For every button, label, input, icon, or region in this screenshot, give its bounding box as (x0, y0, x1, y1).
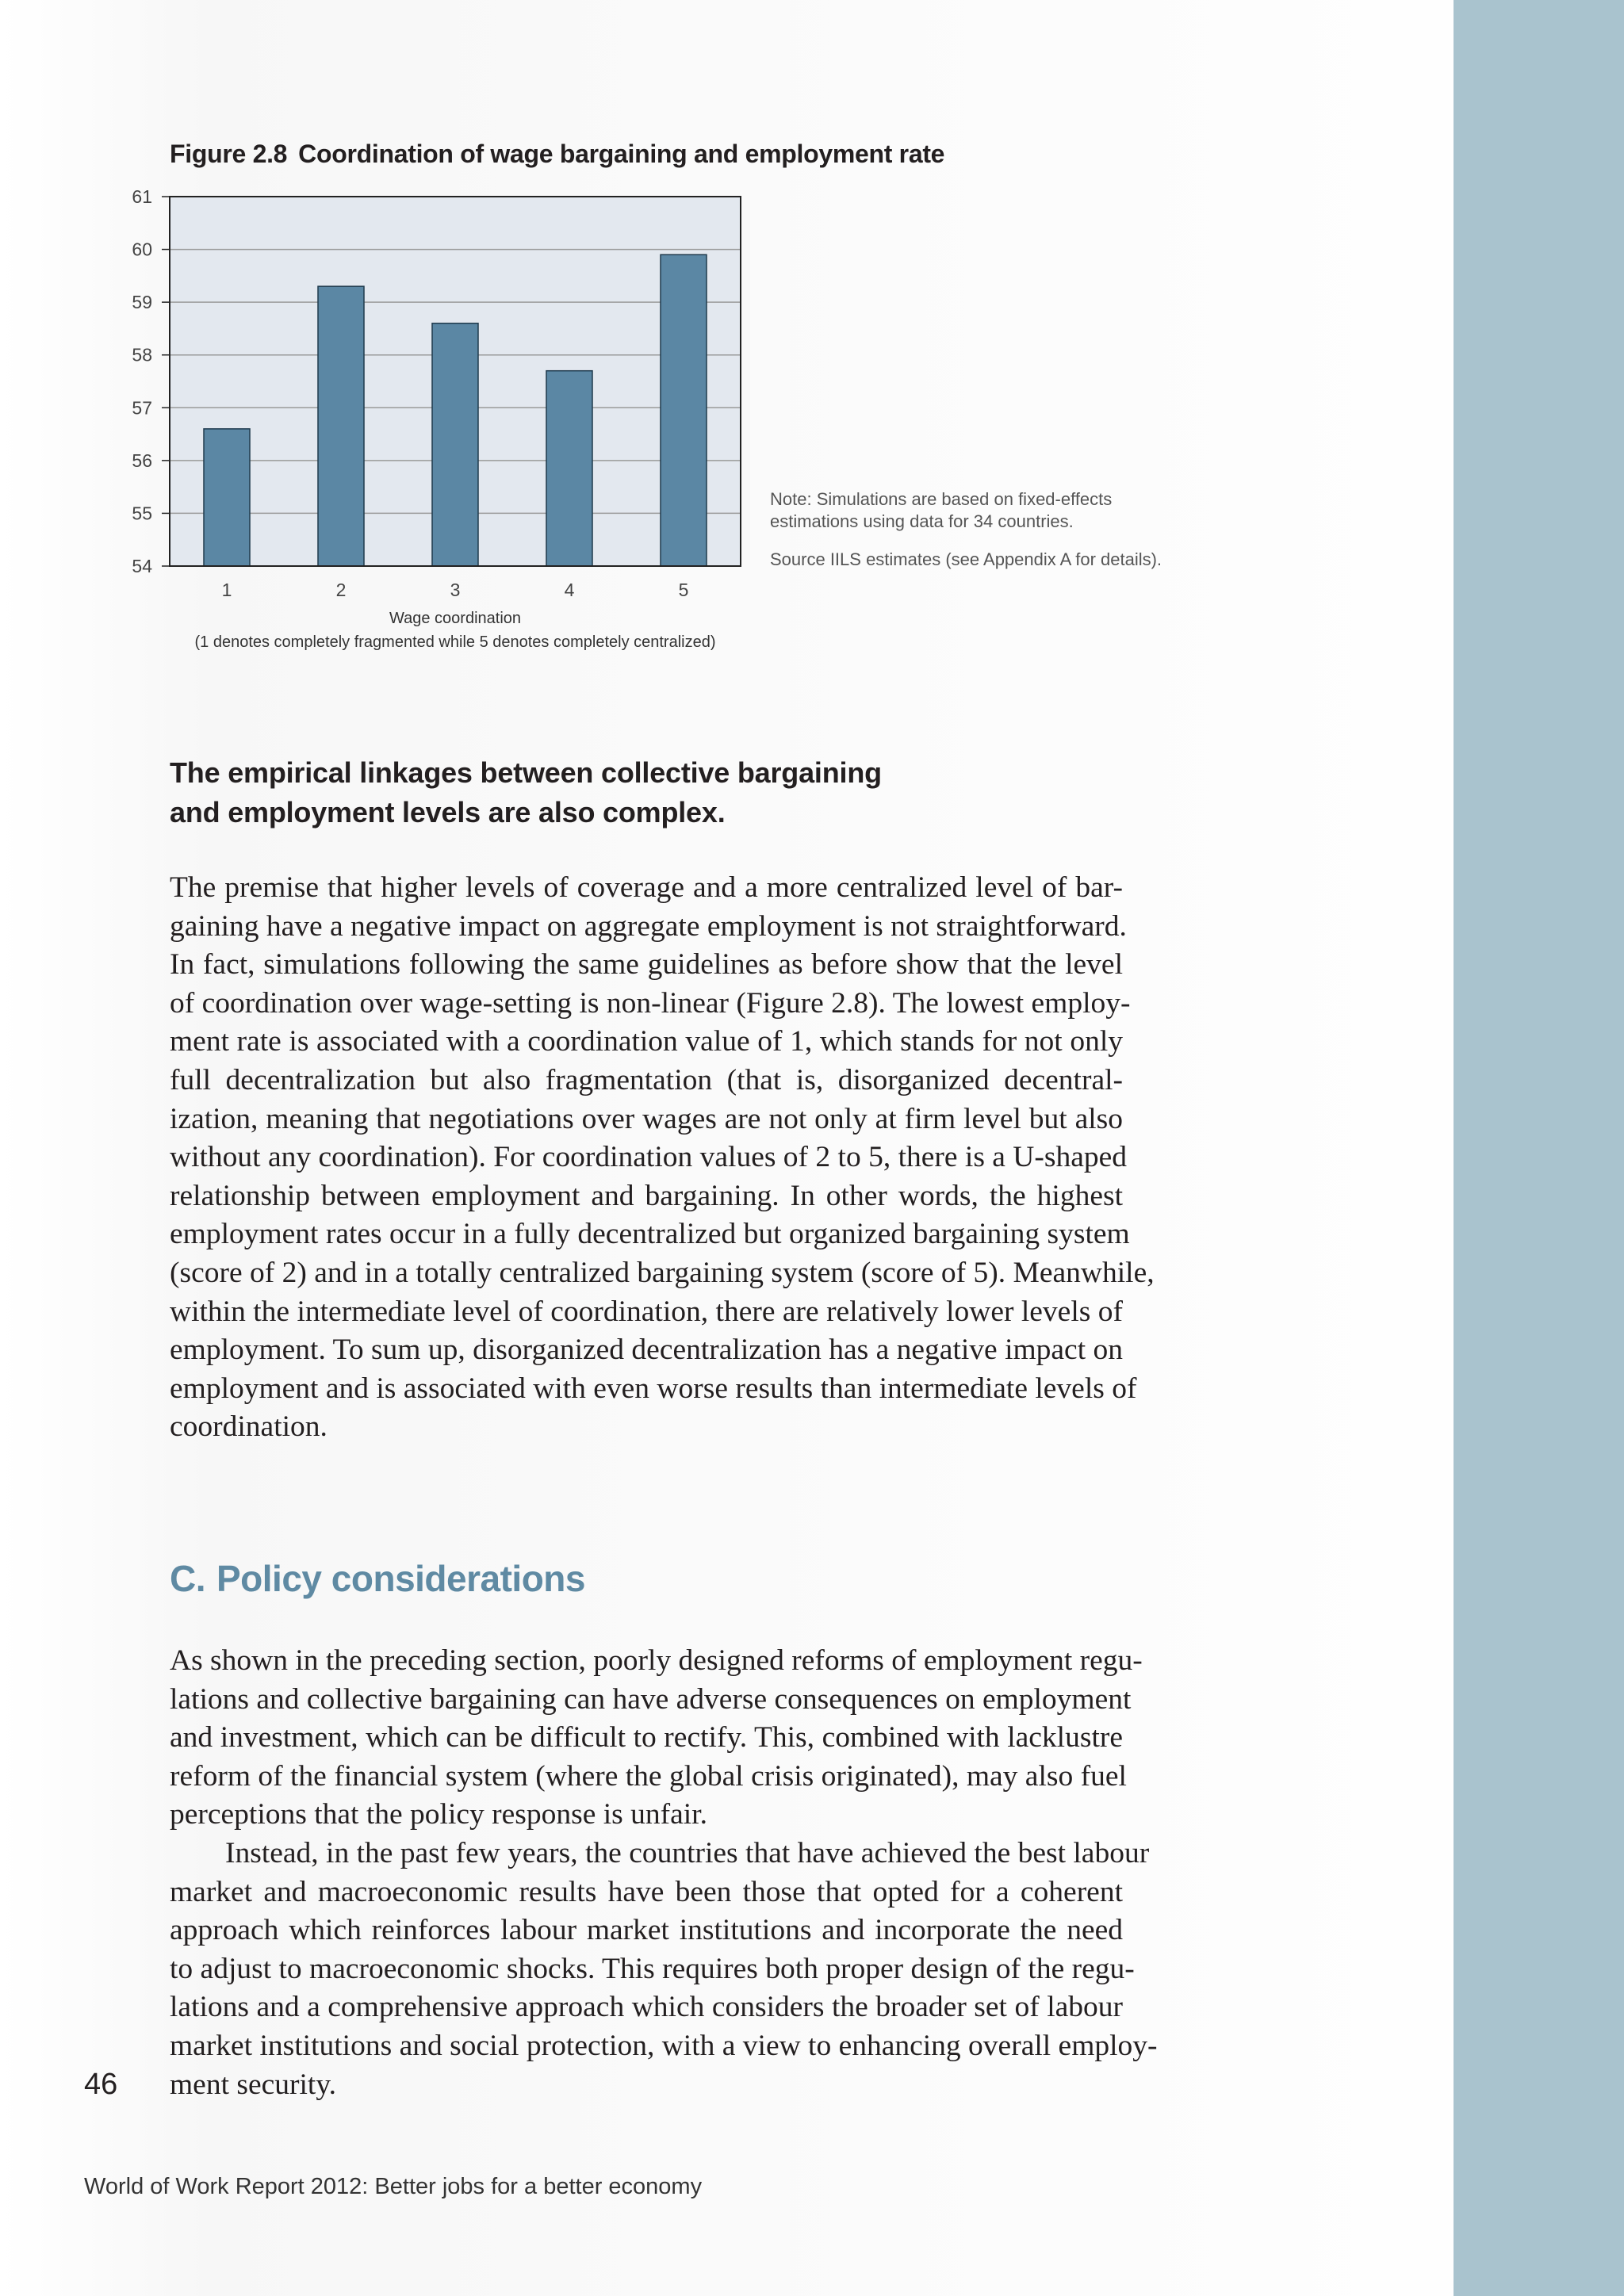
section-letter: C. (170, 1558, 205, 1599)
figure-title (170, 140, 944, 169)
figure-title-text: Coordination of wage bargaining and employment rate (298, 140, 945, 168)
page-number: 46 (84, 2068, 118, 2101)
footer-title: World of Work Report 2012: Better jobs for a better economy (84, 2174, 703, 2199)
paragraph-1-line: within the intermediate level of coordination, there are relatively lower levels of (170, 1295, 1123, 1328)
y-tick-label: 57 (132, 397, 152, 419)
x-tick-label: 5 (678, 580, 689, 600)
body-paragraph-2 (170, 1642, 1158, 2104)
paragraph-2-line: perceptions that the policy response is unfair. (170, 1798, 707, 1831)
bar (432, 323, 478, 566)
paragraph-3-line: approach which reinforces labour market institutions and incorporate the need (170, 1914, 1123, 1947)
x-axis-note: (1 denotes completely fragmented while 5 denotes completely centralized) (194, 633, 716, 651)
paragraph-3-line: market and macroeconomic results have been those that opted for a coherent (170, 1875, 1123, 1908)
paragraph-1-line: employment and is associated with even worse results than intermediate levels of (170, 1372, 1137, 1405)
x-tick-label: 4 (564, 580, 575, 600)
y-tick-label: 56 (132, 450, 152, 471)
y-tick-label: 55 (132, 503, 152, 524)
y-tick-label: 58 (132, 344, 152, 365)
section-title: Policy considerations (216, 1558, 585, 1599)
subheading-line-2: and employment levels are also complex. (170, 796, 726, 828)
paragraph-2-line: and investment, which can be difficult to rectify. This, combined with lacklustre (170, 1721, 1123, 1755)
paragraph-1-line: employment rates occur in a fully decentralized but organized bargaining system (170, 1218, 1130, 1251)
paragraph-2-line: reform of the financial system (where the global crisis originated), may also fuel (170, 1759, 1127, 1793)
paragraph-1-line: full decentralization but also fragmentation (that is, disorganized decentral- (170, 1063, 1123, 1096)
x-tick-label: 1 (221, 580, 232, 600)
section-heading (170, 1557, 585, 1600)
paragraph-1-line: coordination. (170, 1410, 327, 1444)
figure-note: Note: Simulations are based on fixed-effects estimations using data for 34 countries. (770, 489, 1113, 531)
bar (318, 286, 364, 566)
paragraph-1-line: (score of 2) and in a totally centralized bargaining system (score of 5). Meanwhile, (170, 1256, 1155, 1289)
bar-chart (103, 176, 753, 660)
paragraph-3-line: market institutions and social protection, with a view to enhancing overall employ- (170, 2029, 1158, 2062)
x-tick-label: 2 (335, 580, 347, 600)
side-color-band (1454, 0, 1624, 2296)
paragraph-2-line: lations and collective bargaining can have adverse consequences on employment (170, 1682, 1132, 1716)
figure-source: Source IILS estimates (see Appendix A for details). (770, 549, 1162, 569)
paragraph-1-line: ization, meaning that negotiations over wages are not only at firm level but also (170, 1102, 1123, 1135)
y-tick-label: 59 (132, 292, 152, 313)
x-axis-label: Wage coordination (389, 610, 522, 627)
y-tick-label: 54 (132, 556, 152, 576)
x-tick-label: 3 (450, 580, 461, 600)
bar (546, 371, 592, 566)
paragraph-3-line: ment security. (170, 2068, 337, 2101)
body-paragraph-1 (170, 869, 1155, 1447)
section-subheading (170, 753, 883, 832)
y-tick-label: 60 (132, 239, 152, 260)
paragraph-2-line: As shown in the preceding section, poorly designed reforms of employment regu- (170, 1644, 1143, 1677)
paragraph-1-line: of coordination over wage-setting is non-linear (Figure 2.8). The lowest employ- (170, 986, 1131, 1020)
paragraph-1-line: ment rate is associated with a coordination value of 1, which stands for not only (170, 1025, 1123, 1058)
paragraph-3-line: Instead, in the past few years, the countries that have achieved the best labour (225, 1836, 1150, 1869)
paragraph-1-line: gaining have a negative impact on aggregate employment is not straightforward. (170, 909, 1127, 943)
y-tick-label: 61 (132, 186, 152, 207)
paragraph-3-line: to adjust to macroeconomic shocks. This requires both proper design of the regu- (170, 1952, 1135, 1985)
subheading-line-1: The empirical linkages between collective bargaining (170, 756, 882, 789)
paragraph-1-line: without any coordination). For coordination values of 2 to 5, there is a U-shaped (170, 1141, 1128, 1174)
paragraph-1-line: In fact, simulations following the same guidelines as before show that the level (170, 948, 1123, 982)
bar (661, 254, 707, 566)
paragraph-1-line: employment. To sum up, disorganized decentralization has a negative impact on (170, 1334, 1123, 1367)
paragraph-1-line: relationship between employment and bargaining. In other words, the highest (170, 1179, 1123, 1212)
bar (204, 429, 250, 566)
figure-number: Figure 2.8 (170, 140, 288, 168)
paragraph-1-line: The premise that higher levels of coverage and a more centralized level of bar- (170, 871, 1123, 904)
paragraph-3-line: lations and a comprehensive approach which considers the broader set of labour (170, 1991, 1123, 2024)
